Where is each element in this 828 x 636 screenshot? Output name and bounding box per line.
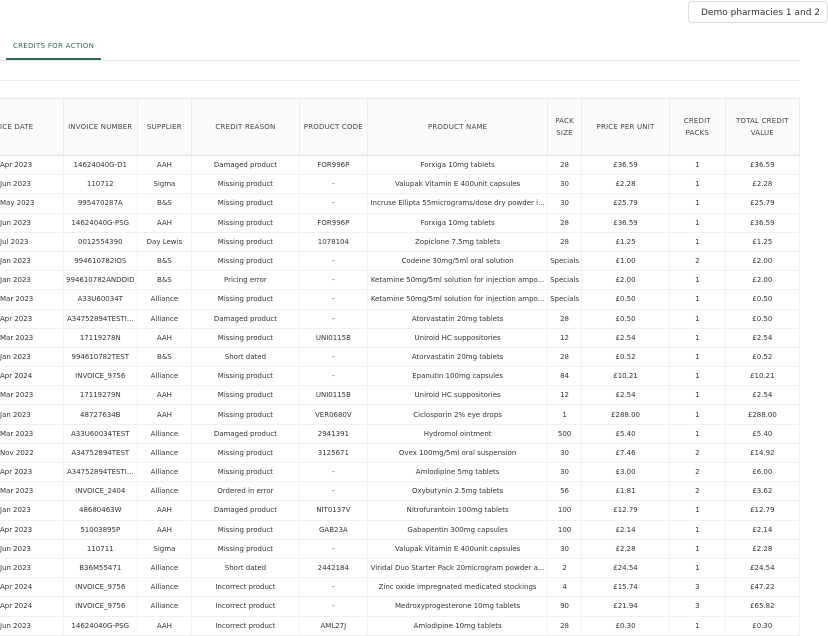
cell-invoice-date: Mar 2023 <box>0 290 64 309</box>
cell-credit-packs: 1 <box>670 232 726 251</box>
cell-invoice-number: 14624040G-D1 <box>64 156 137 175</box>
cell-invoice-date: Jun 2023 <box>0 175 64 194</box>
cell-pack-size: 84 <box>548 367 582 386</box>
cell-invoice-date: Jan 2023 <box>0 251 64 270</box>
cell-total-credit-value: £10.21 <box>725 367 799 386</box>
cell-product-code: 2941391 <box>299 424 368 443</box>
cell-credit-reason: Incorrect product <box>192 597 299 616</box>
cell-pack-size: 28 <box>548 156 582 175</box>
header-pack-size[interactable]: PACK SIZE <box>548 99 582 156</box>
cell-product-name: Nitrofurantoin 100mg tablets <box>368 501 548 520</box>
cell-invoice-number: 995470287A <box>64 194 137 213</box>
cell-credit-packs: 2 <box>670 251 726 270</box>
cell-product-name: Zinc oxide impregnated medicated stockings <box>368 578 548 597</box>
cell-total-credit-value: £288.00 <box>725 405 799 424</box>
cell-supplier: AAH <box>137 213 192 232</box>
table-row[interactable] <box>0 405 800 424</box>
cell-product-name: Zopiclone 7.5mg tablets <box>368 232 548 251</box>
cell-credit-reason: Missing product <box>192 175 299 194</box>
cell-invoice-date: Apr 2024 <box>0 597 64 616</box>
cell-credit-reason: Incorrect product <box>192 578 299 597</box>
cell-invoice-number: 48680463W <box>64 501 137 520</box>
cell-pack-size: 30 <box>548 539 582 558</box>
cell-total-credit-value: £5.40 <box>725 424 799 443</box>
cell-invoice-number: INVOICE_9756 <box>64 597 137 616</box>
cell-credit-packs: 1 <box>670 520 726 539</box>
header-supplier[interactable]: SUPPLIER <box>137 99 192 156</box>
cell-pack-size: 28 <box>548 347 582 366</box>
cell-price-per-unit: £2.14 <box>581 520 669 539</box>
cell-credit-reason: Missing product <box>192 463 299 482</box>
cell-total-credit-value: £0.30 <box>725 616 799 635</box>
cell-product-name: Atorvastatin 20mg tablets <box>368 347 548 366</box>
cell-product-code: NIT0137V <box>299 501 368 520</box>
cell-credit-packs: 3 <box>670 597 726 616</box>
cell-credit-packs: 2 <box>670 443 726 462</box>
cell-invoice-number: B36M55471 <box>64 558 137 577</box>
cell-supplier: AAH <box>137 520 192 539</box>
cell-product-name: Ciclosporin 2% eye drops <box>368 405 548 424</box>
cell-price-per-unit: £2.54 <box>581 328 669 347</box>
cell-supplier: Day Lewis <box>137 232 192 251</box>
credits-table <box>0 98 800 636</box>
cell-pack-size: 30 <box>548 194 582 213</box>
cell-invoice-date: Jan 2023 <box>0 405 64 424</box>
table-row[interactable] <box>0 251 800 270</box>
cell-price-per-unit: £25.79 <box>581 194 669 213</box>
table-row[interactable] <box>0 597 800 616</box>
cell-pack-size: 30 <box>548 175 582 194</box>
cell-credit-reason: Missing product <box>192 328 299 347</box>
table-row[interactable] <box>0 616 800 635</box>
cell-invoice-number: A33U60034TEST <box>64 424 137 443</box>
header-invoice-date[interactable]: ICE DATE <box>0 99 64 156</box>
table-row[interactable] <box>0 290 800 309</box>
cell-price-per-unit: £12.79 <box>581 501 669 520</box>
cell-credit-packs: 1 <box>670 539 726 558</box>
cell-pack-size: 28 <box>548 309 582 328</box>
cell-credit-reason: Missing product <box>192 194 299 213</box>
cell-total-credit-value: £47.22 <box>725 578 799 597</box>
table-body <box>0 156 800 636</box>
cell-pack-size: Specials <box>548 251 582 270</box>
cell-product-code: UNI0115B <box>299 328 368 347</box>
cell-total-credit-value: £6.00 <box>725 463 799 482</box>
cell-product-code: - <box>299 251 368 270</box>
cell-credit-reason: Missing product <box>192 213 299 232</box>
cell-invoice-number: 0012554390 <box>64 232 137 251</box>
cell-product-name: Valupak Vitamin E 400unit capsules <box>368 175 548 194</box>
cell-price-per-unit: £36.59 <box>581 213 669 232</box>
cell-invoice-date: Jan 2023 <box>0 271 64 290</box>
cell-invoice-number: A34752894TESTI... <box>64 463 137 482</box>
cell-credit-packs: 1 <box>670 367 726 386</box>
cell-credit-reason: Pricing error <box>192 271 299 290</box>
cell-supplier: AAH <box>137 156 192 175</box>
cell-invoice-date: Jun 2023 <box>0 558 64 577</box>
cell-credit-reason: Damaged product <box>192 309 299 328</box>
cell-product-code: - <box>299 175 368 194</box>
cell-invoice-number: 17119279N <box>64 386 137 405</box>
cell-credit-reason: Missing product <box>192 405 299 424</box>
cell-credit-reason: Missing product <box>192 520 299 539</box>
cell-supplier: Alliance <box>137 367 192 386</box>
table-row[interactable] <box>0 347 800 366</box>
header-credit-reason[interactable]: CREDIT REASON <box>192 99 299 156</box>
cell-pack-size: 1 <box>548 405 582 424</box>
cell-supplier: B&S <box>137 251 192 270</box>
cell-product-code: - <box>299 309 368 328</box>
cell-invoice-number: 14624040G-PSG <box>64 616 137 635</box>
cell-price-per-unit: £0.52 <box>581 347 669 366</box>
cell-credit-packs: 1 <box>670 194 726 213</box>
cell-credit-packs: 2 <box>670 482 726 501</box>
cell-price-per-unit: £2.28 <box>581 175 669 194</box>
cell-supplier: Alliance <box>137 482 192 501</box>
cell-price-per-unit: £21.94 <box>581 597 669 616</box>
cell-credit-packs: 1 <box>670 156 726 175</box>
cell-price-per-unit: £36.59 <box>581 156 669 175</box>
cell-product-name: Forxiga 10mg tablets <box>368 156 548 175</box>
table-row[interactable] <box>0 328 800 347</box>
cell-invoice-date: Mar 2023 <box>0 424 64 443</box>
cell-invoice-number: A33U60034T <box>64 290 137 309</box>
cell-invoice-date: Jun 2023 <box>0 616 64 635</box>
cell-price-per-unit: £1.25 <box>581 232 669 251</box>
cell-credit-reason: Short dated <box>192 347 299 366</box>
cell-invoice-date: Jun 2023 <box>0 213 64 232</box>
section-divider <box>0 80 800 81</box>
table-row[interactable] <box>0 232 800 251</box>
cell-product-code: - <box>299 597 368 616</box>
cell-pack-size: 100 <box>548 520 582 539</box>
cell-product-name: Valupak Vitamin E 400unit capsules <box>368 539 548 558</box>
cell-product-code: - <box>299 539 368 558</box>
table-row[interactable] <box>0 482 800 501</box>
cell-invoice-date: Apr 2023 <box>0 463 64 482</box>
cell-credit-reason: Damaged product <box>192 156 299 175</box>
cell-credit-packs: 1 <box>670 424 726 443</box>
cell-product-code: 2442184 <box>299 558 368 577</box>
table-row[interactable] <box>0 558 800 577</box>
cell-invoice-date: Apr 2023 <box>0 520 64 539</box>
cell-credit-packs: 1 <box>670 271 726 290</box>
cell-invoice-date: May 2023 <box>0 194 64 213</box>
cell-invoice-date: Mar 2023 <box>0 386 64 405</box>
cell-supplier: Alliance <box>137 309 192 328</box>
cell-supplier: AAH <box>137 616 192 635</box>
cell-invoice-date: Mar 2023 <box>0 328 64 347</box>
cell-total-credit-value: £36.59 <box>725 156 799 175</box>
cell-credit-reason: Missing product <box>192 290 299 309</box>
table-row[interactable] <box>0 213 800 232</box>
cell-product-name: Hydromol ointment <box>368 424 548 443</box>
table-row[interactable] <box>0 578 800 597</box>
cell-total-credit-value: £65.82 <box>725 597 799 616</box>
cell-credit-packs: 1 <box>670 405 726 424</box>
table-row[interactable] <box>0 463 800 482</box>
cell-credit-reason: Incorrect product <box>192 616 299 635</box>
cell-product-name: Amlodipine 10mg tablets <box>368 616 548 635</box>
cell-supplier: AAH <box>137 405 192 424</box>
cell-credit-packs: 1 <box>670 309 726 328</box>
cell-pack-size: 500 <box>548 424 582 443</box>
table-row[interactable] <box>0 309 800 328</box>
cell-credit-packs: 1 <box>670 558 726 577</box>
cell-invoice-date: Apr 2024 <box>0 367 64 386</box>
cell-product-code: FOR996P <box>299 156 368 175</box>
cell-total-credit-value: £36.59 <box>725 213 799 232</box>
cell-invoice-number: 994610782TEST <box>64 347 137 366</box>
cell-product-code: - <box>299 482 368 501</box>
cell-product-code: 3125671 <box>299 443 368 462</box>
cell-product-code: - <box>299 347 368 366</box>
cell-price-per-unit: £24.54 <box>581 558 669 577</box>
cell-credit-reason: Missing product <box>192 443 299 462</box>
cell-product-name: Atorvastatin 20mg tablets <box>368 309 548 328</box>
cell-supplier: Alliance <box>137 290 192 309</box>
table-row[interactable] <box>0 539 800 558</box>
cell-product-name: Epanutin 100mg capsules <box>368 367 548 386</box>
cell-credit-reason: Missing product <box>192 386 299 405</box>
cell-credit-reason: Missing product <box>192 251 299 270</box>
table-header-row <box>0 99 800 156</box>
cell-price-per-unit: £0.30 <box>581 616 669 635</box>
cell-invoice-date: Mar 2023 <box>0 482 64 501</box>
cell-credit-reason: Missing product <box>192 539 299 558</box>
cell-invoice-number: INVOICE_9756 <box>64 367 137 386</box>
cell-total-credit-value: £2.28 <box>725 539 799 558</box>
pharmacy-selector[interactable]: Demo pharmacies 1 and 2 <box>688 1 828 23</box>
cell-credit-packs: 1 <box>670 328 726 347</box>
cell-price-per-unit: £288.00 <box>581 405 669 424</box>
cell-pack-size: 28 <box>548 616 582 635</box>
cell-invoice-date: Nov 2022 <box>0 443 64 462</box>
cell-supplier: AAH <box>137 501 192 520</box>
cell-product-code: - <box>299 367 368 386</box>
cell-product-code: - <box>299 290 368 309</box>
cell-pack-size: 30 <box>548 443 582 462</box>
cell-invoice-date: Jan 2023 <box>0 347 64 366</box>
cell-total-credit-value: £12.79 <box>725 501 799 520</box>
cell-pack-size: 28 <box>548 232 582 251</box>
cell-invoice-number: 110711 <box>64 539 137 558</box>
cell-pack-size: 56 <box>548 482 582 501</box>
cell-credit-packs: 1 <box>670 386 726 405</box>
cell-product-code: GAB23A <box>299 520 368 539</box>
cell-pack-size: 12 <box>548 328 582 347</box>
table-row[interactable] <box>0 367 800 386</box>
cell-total-credit-value: £2.00 <box>725 271 799 290</box>
cell-total-credit-value: £25.79 <box>725 194 799 213</box>
cell-product-name: Ovex 100mg/5ml oral suspension <box>368 443 548 462</box>
cell-invoice-number: A34752894TEST <box>64 443 137 462</box>
cell-price-per-unit: £1.00 <box>581 251 669 270</box>
cell-product-name: Medroxyprogesterone 10mg tablets <box>368 597 548 616</box>
cell-total-credit-value: £14.92 <box>725 443 799 462</box>
cell-price-per-unit: £15.74 <box>581 578 669 597</box>
cell-price-per-unit: £2.00 <box>581 271 669 290</box>
cell-supplier: Alliance <box>137 463 192 482</box>
cell-price-per-unit: £0.50 <box>581 309 669 328</box>
cell-credit-packs: 1 <box>670 175 726 194</box>
cell-credit-packs: 1 <box>670 616 726 635</box>
cell-product-name: Amlodipine 5mg tablets <box>368 463 548 482</box>
cell-supplier: Alliance <box>137 578 192 597</box>
header-product-name[interactable]: PRODUCT NAME <box>368 99 548 156</box>
cell-credit-packs: 1 <box>670 213 726 232</box>
cell-product-code: 1078104 <box>299 232 368 251</box>
cell-supplier: B&S <box>137 347 192 366</box>
table-row[interactable] <box>0 501 800 520</box>
cell-total-credit-value: £2.14 <box>725 520 799 539</box>
cell-product-name: Viridal Duo Starter Pack 20microgram powder a... <box>368 558 548 577</box>
cell-pack-size: 12 <box>548 386 582 405</box>
cell-price-per-unit: £5.40 <box>581 424 669 443</box>
cell-product-code: FOR996P <box>299 213 368 232</box>
cell-credit-packs: 1 <box>670 290 726 309</box>
cell-pack-size: 2 <box>548 558 582 577</box>
cell-price-per-unit: £2.54 <box>581 386 669 405</box>
cell-product-code: VER0680V <box>299 405 368 424</box>
cell-credit-reason: Damaged product <box>192 501 299 520</box>
cell-product-code: - <box>299 578 368 597</box>
table-row[interactable] <box>0 520 800 539</box>
table-row[interactable] <box>0 386 800 405</box>
cell-invoice-date: Jun 2023 <box>0 539 64 558</box>
cell-supplier: Alliance <box>137 597 192 616</box>
cell-product-name: Incruse Ellipta 55micrograms/dose dry powder i... <box>368 194 548 213</box>
cell-product-name: Uniroid HC suppositories <box>368 386 548 405</box>
cell-pack-size: 100 <box>548 501 582 520</box>
cell-product-name: Ketamine 50mg/5ml solution for injection ampo... <box>368 290 548 309</box>
table-row[interactable] <box>0 443 800 462</box>
cell-supplier: B&S <box>137 194 192 213</box>
cell-pack-size: 28 <box>548 213 582 232</box>
cell-credit-reason: Missing product <box>192 367 299 386</box>
cell-price-per-unit: £2.28 <box>581 539 669 558</box>
cell-price-per-unit: £7.46 <box>581 443 669 462</box>
cell-product-code: - <box>299 463 368 482</box>
cell-invoice-number: 994610782IOS <box>64 251 137 270</box>
cell-product-name: Oxybutynin 2.5mg tablets <box>368 482 548 501</box>
cell-product-code: - <box>299 194 368 213</box>
cell-total-credit-value: £2.28 <box>725 175 799 194</box>
cell-total-credit-value: £0.50 <box>725 290 799 309</box>
cell-product-code: UNI0115B <box>299 386 368 405</box>
cell-supplier: AAH <box>137 328 192 347</box>
cell-invoice-date: Jan 2023 <box>0 501 64 520</box>
header-price-per-unit[interactable]: PRICE PER UNIT <box>581 99 669 156</box>
cell-total-credit-value: £2.00 <box>725 251 799 270</box>
table-row[interactable] <box>0 175 800 194</box>
cell-supplier: AAH <box>137 386 192 405</box>
cell-supplier: Alliance <box>137 424 192 443</box>
cell-supplier: B&S <box>137 271 192 290</box>
cell-credit-reason: Short dated <box>192 558 299 577</box>
header-credit-packs[interactable]: CREDIT PACKS <box>670 99 726 156</box>
cell-product-name: Forxiga 10mg tablets <box>368 213 548 232</box>
table-row[interactable] <box>0 194 800 213</box>
cell-price-per-unit: £1.81 <box>581 482 669 501</box>
header-total-credit-value[interactable]: TOTAL CREDIT VALUE <box>725 99 799 156</box>
cell-credit-packs: 1 <box>670 347 726 366</box>
cell-invoice-number: 48727634B <box>64 405 137 424</box>
cell-supplier: Sigma <box>137 539 192 558</box>
cell-invoice-number: 110712 <box>64 175 137 194</box>
cell-product-name: Uniroid HC suppositories <box>368 328 548 347</box>
header-product-code[interactable]: PRODUCT CODE <box>299 99 368 156</box>
cell-product-name: Codeine 30mg/5ml oral solution <box>368 251 548 270</box>
cell-invoice-number: 994610782ANDOID <box>64 271 137 290</box>
credits-table-container <box>0 98 800 636</box>
cell-invoice-date: Apr 2023 <box>0 156 64 175</box>
cell-pack-size: Specials <box>548 271 582 290</box>
cell-total-credit-value: £24.54 <box>725 558 799 577</box>
cell-invoice-date: Jul 2023 <box>0 232 64 251</box>
cell-invoice-number: 51003895P <box>64 520 137 539</box>
cell-total-credit-value: £2.54 <box>725 386 799 405</box>
cell-credit-reason: Damaged product <box>192 424 299 443</box>
cell-total-credit-value: £3.62 <box>725 482 799 501</box>
table-row[interactable] <box>0 424 800 443</box>
cell-total-credit-value: £0.52 <box>725 347 799 366</box>
cell-invoice-date: Apr 2023 <box>0 309 64 328</box>
tab-divider <box>0 60 800 61</box>
cell-invoice-number: INVOICE_9756 <box>64 578 137 597</box>
cell-pack-size: 90 <box>548 597 582 616</box>
cell-credit-reason: Missing product <box>192 232 299 251</box>
cell-supplier: Alliance <box>137 558 192 577</box>
cell-total-credit-value: £2.54 <box>725 328 799 347</box>
cell-price-per-unit: £10.21 <box>581 367 669 386</box>
cell-credit-packs: 3 <box>670 578 726 597</box>
cell-credit-packs: 1 <box>670 501 726 520</box>
cell-invoice-number: INVOICE_2404 <box>64 482 137 501</box>
table-row[interactable] <box>0 271 800 290</box>
header-invoice-number[interactable]: INVOICE NUMBER <box>64 99 137 156</box>
cell-pack-size: 4 <box>548 578 582 597</box>
cell-pack-size: Specials <box>548 290 582 309</box>
tab-credits-for-action[interactable]: CREDITS FOR ACTION <box>6 33 101 60</box>
cell-total-credit-value: £1.25 <box>725 232 799 251</box>
cell-invoice-date: Apr 2024 <box>0 578 64 597</box>
cell-total-credit-value: £0.50 <box>725 309 799 328</box>
cell-invoice-number: A34752894TESTI... <box>64 309 137 328</box>
cell-invoice-number: 17119278N <box>64 328 137 347</box>
cell-price-per-unit: £3.00 <box>581 463 669 482</box>
cell-credit-packs: 2 <box>670 463 726 482</box>
cell-price-per-unit: £0.50 <box>581 290 669 309</box>
cell-credit-reason: Ordered in error <box>192 482 299 501</box>
cell-pack-size: 30 <box>548 463 582 482</box>
cell-supplier: Sigma <box>137 175 192 194</box>
cell-invoice-number: 14624040G-PSG <box>64 213 137 232</box>
table-row[interactable] <box>0 156 800 175</box>
cell-product-name: Ketamine 50mg/5ml solution for injection ampo... <box>368 271 548 290</box>
cell-supplier: Alliance <box>137 443 192 462</box>
cell-product-name: Gabapentin 300mg capsules <box>368 520 548 539</box>
cell-product-code: - <box>299 271 368 290</box>
cell-product-code: AML27J <box>299 616 368 635</box>
